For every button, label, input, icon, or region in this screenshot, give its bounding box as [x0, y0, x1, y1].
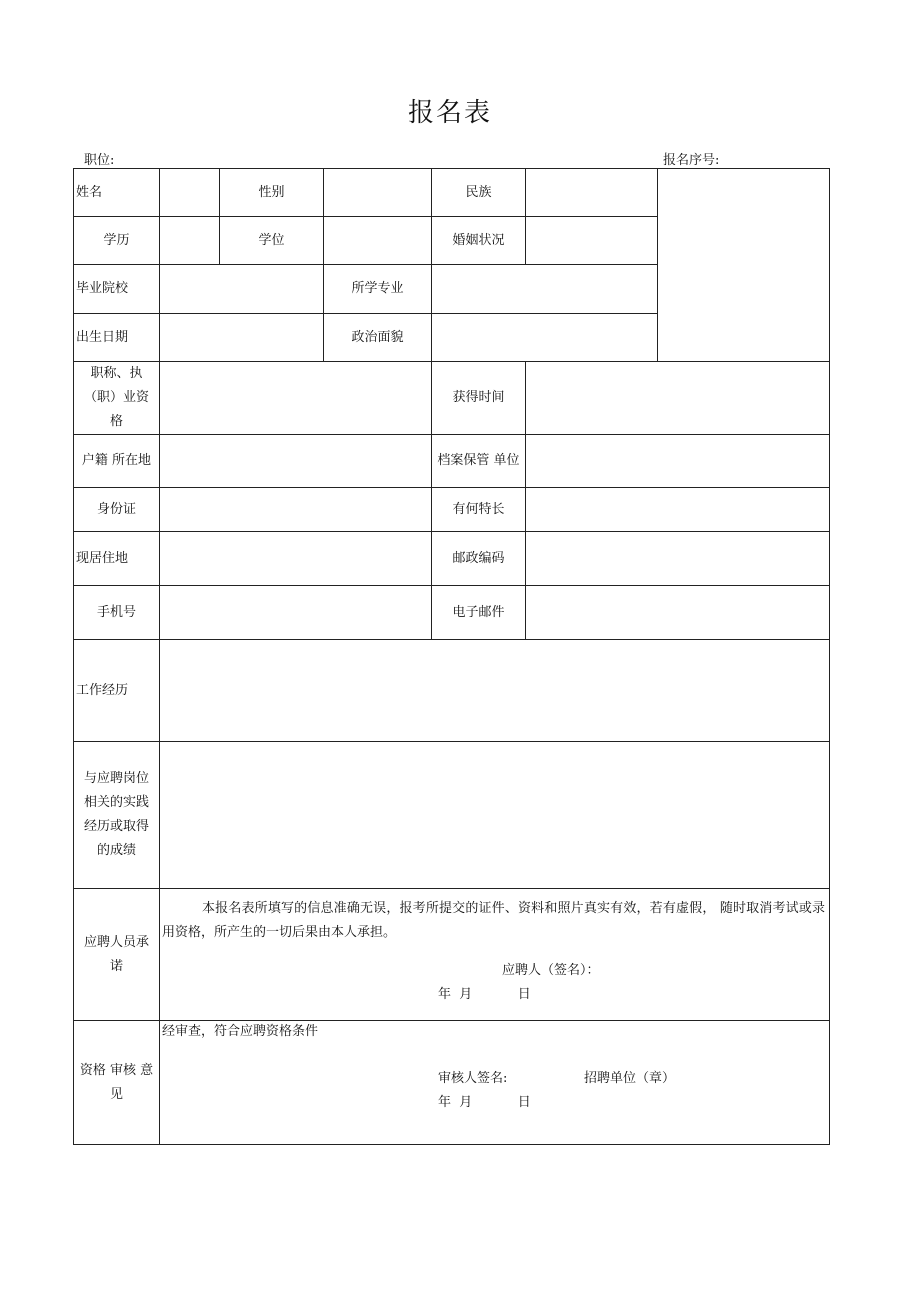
- review-opinion-label: 资格 审核 意见: [74, 1021, 160, 1145]
- photo-box[interactable]: [658, 169, 830, 362]
- pledge-label: 应聘人员承诺: [74, 889, 160, 1021]
- specialty-field[interactable]: [526, 488, 830, 532]
- birthdate-label: 出生日期: [74, 314, 160, 362]
- id-card-label: 身份证: [74, 488, 160, 532]
- table-row: [74, 435, 830, 488]
- degree-label: 学位: [220, 217, 324, 265]
- address-field[interactable]: [160, 532, 432, 586]
- school-label: 毕业院校: [74, 265, 160, 314]
- obtained-time-field[interactable]: [526, 362, 830, 435]
- registration-form-table: [73, 168, 830, 1145]
- phone-field[interactable]: [160, 586, 432, 640]
- reviewer-signature-label: 审核人签名:: [438, 1071, 508, 1086]
- serial-number-label: 报名序号:: [663, 153, 720, 168]
- education-label: 学历: [74, 217, 160, 265]
- table-row: [74, 362, 830, 435]
- political-status-label: 政治面貌: [324, 314, 432, 362]
- applicant-signature-label: 应聘人（签名）：: [502, 963, 600, 978]
- related-experience-label: 与应聘岗位相关的实践经历或取得的成绩: [74, 742, 160, 889]
- table-row: [74, 889, 830, 1021]
- birthdate-field[interactable]: [160, 314, 324, 362]
- specialty-label: 有何特长: [432, 488, 526, 532]
- table-row: [74, 742, 830, 889]
- work-history-label: 工作经历: [74, 640, 160, 742]
- email-field[interactable]: [526, 586, 830, 640]
- major-field[interactable]: [432, 265, 658, 314]
- pledge-date-label: 年 月 日: [438, 987, 531, 1002]
- qualification-field[interactable]: [160, 362, 432, 435]
- major-label: 所学专业: [324, 265, 432, 314]
- postcode-field[interactable]: [526, 532, 830, 586]
- review-cell: [160, 1021, 830, 1145]
- review-opinion-text: 经审查，符合应聘资格条件: [162, 1024, 319, 1039]
- hukou-label: 户籍 所在地: [74, 435, 160, 488]
- political-status-field[interactable]: [432, 314, 658, 362]
- name-label: 姓名: [74, 169, 160, 217]
- unit-seal-label: 招聘单位（章）: [584, 1071, 676, 1086]
- table-row: [74, 640, 830, 742]
- school-field[interactable]: [160, 265, 324, 314]
- qualification-label: 职称、执（职）业资格: [74, 362, 160, 435]
- address-label: 现居住地: [74, 532, 160, 586]
- obtained-time-label: 获得时间: [432, 362, 526, 435]
- table-row: [74, 169, 830, 217]
- review-date-label: 年 月 日: [438, 1095, 531, 1110]
- work-history-field[interactable]: [160, 640, 830, 742]
- table-row: [74, 488, 830, 532]
- table-row: [74, 1021, 830, 1145]
- postcode-label: 邮政编码: [432, 532, 526, 586]
- email-label: 电子邮件: [432, 586, 526, 640]
- ethnicity-field[interactable]: [526, 169, 658, 217]
- education-field[interactable]: [160, 217, 220, 265]
- marital-status-field[interactable]: [526, 217, 658, 265]
- position-label: 职位:: [84, 153, 115, 168]
- id-card-field[interactable]: [160, 488, 432, 532]
- page-title: 报名表: [407, 98, 492, 128]
- name-field[interactable]: [160, 169, 220, 217]
- phone-label: 手机号: [74, 586, 160, 640]
- table-row: [74, 586, 830, 640]
- degree-field[interactable]: [324, 217, 432, 265]
- ethnicity-label: 民族: [432, 169, 526, 217]
- related-experience-field[interactable]: [160, 742, 830, 889]
- marital-status-label: 婚姻状况: [432, 217, 526, 265]
- archive-unit-field[interactable]: [526, 435, 830, 488]
- gender-label: 性别: [220, 169, 324, 217]
- pledge-text: 本报名表所填写的信息准确无误，报考所提交的证件、资料和照片真实有效，若有虚假， 随时取消考试或录用资格，所产生的一切后果由本人承担。: [162, 901, 825, 940]
- archive-unit-label: 档案保管 单位: [432, 435, 526, 488]
- table-row: [74, 532, 830, 586]
- pledge-cell: [160, 889, 830, 1021]
- hukou-field[interactable]: [160, 435, 432, 488]
- gender-field[interactable]: [324, 169, 432, 217]
